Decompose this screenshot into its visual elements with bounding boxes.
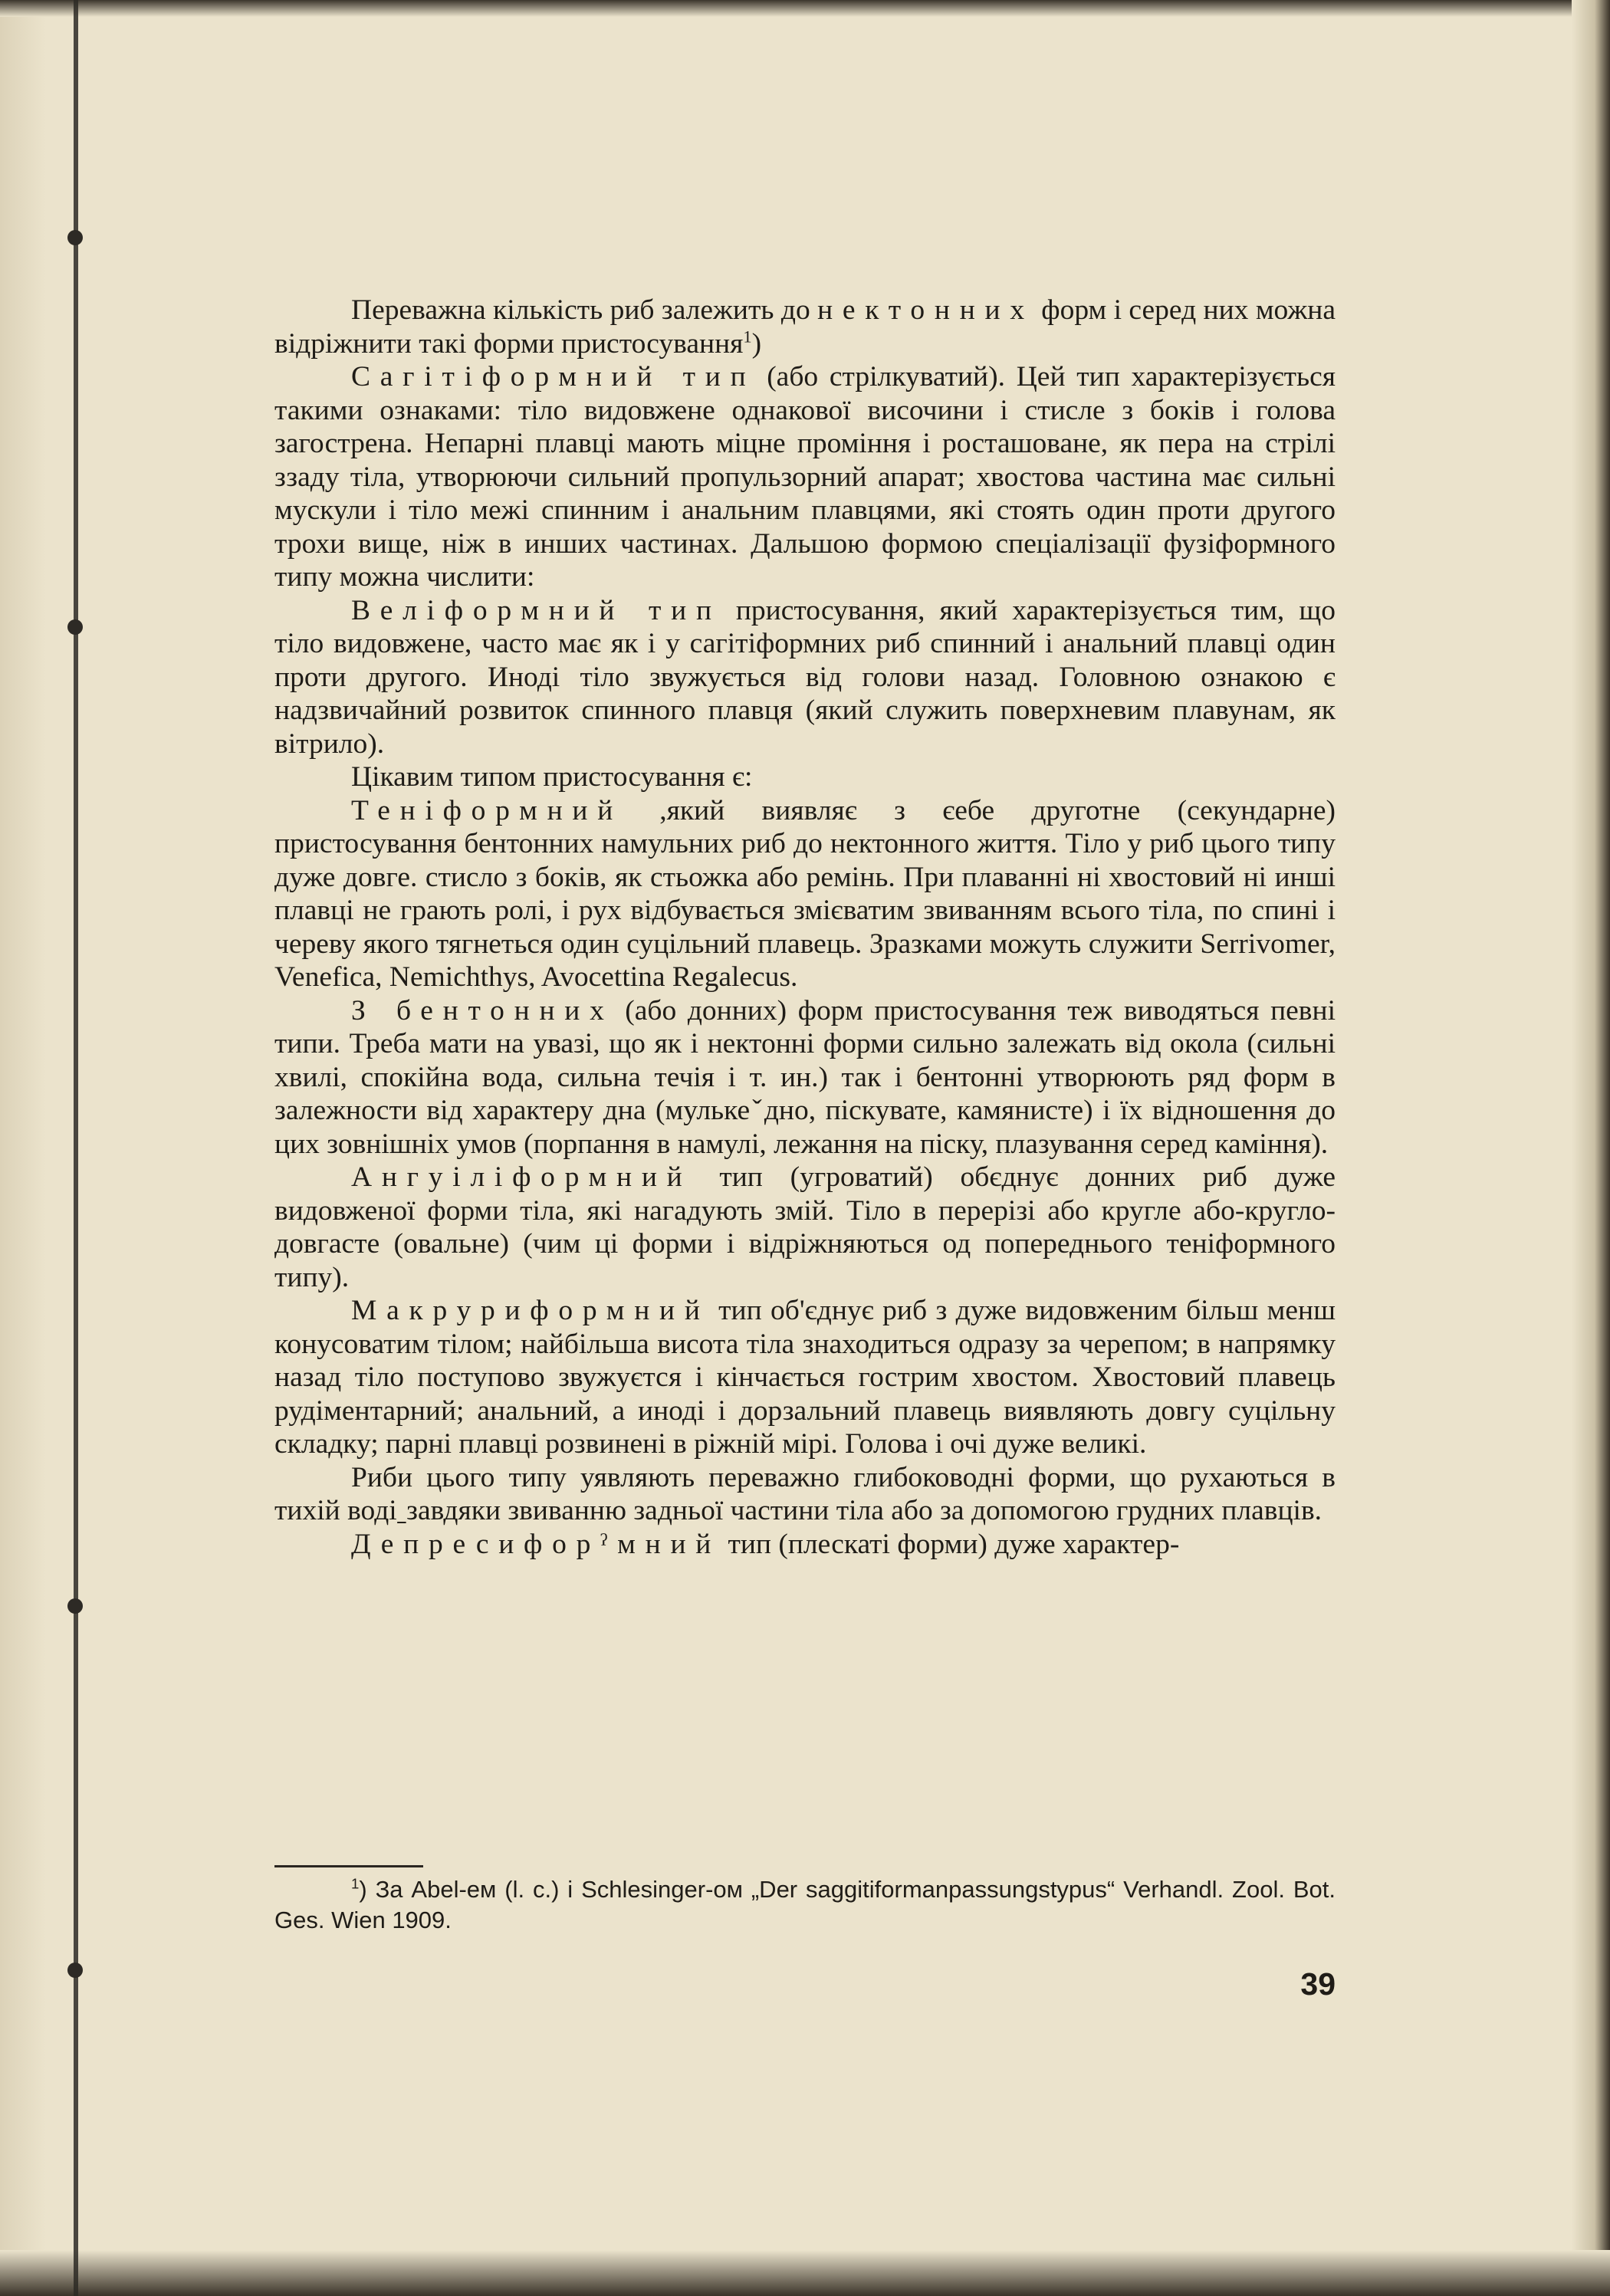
binding-mark — [67, 1598, 83, 1614]
spaced-term: Ангуіліформний — [351, 1161, 692, 1193]
text-span: ,який виявляє з єебе друготне (секундарне) пристосування бентонних намульних риб до нектонного життя. Тіло у риб цього типу дуже довге. стисло з боків, як стьожка або ремінь. При плаванні ні хвостовий ні инші плавці не грають ролі, і рух відбувається змієватим звиванням всього тіла, по спині і череву якого тягнеться один суцільний плавець. Зразками можуть служити Serrivomer, Venefica, Nemichthys, Avocettina Regalecus. — [274, 794, 1336, 993]
page-top-shadow — [0, 0, 1610, 17]
footnote-rule — [274, 1865, 423, 1867]
page-bottom-shadow — [0, 2250, 1610, 2296]
body-text — [274, 294, 1336, 1561]
text-span: форм і серед них можна відріжнити такі форми пристосування — [274, 294, 1336, 360]
page-right-shadow — [1572, 0, 1610, 2296]
paragraph — [274, 360, 1336, 594]
spaced-term: З — [351, 994, 396, 1026]
footnote — [274, 1874, 1336, 1936]
text-span: Цікавим типом пристосування є: — [351, 761, 753, 793]
paragraph — [274, 1461, 1336, 1528]
paragraph — [274, 294, 1336, 360]
paragraph — [274, 1294, 1336, 1461]
paragraph — [274, 760, 1336, 794]
text-span: (або стрілкуватий). Цей тип характерізується такими ознаками: тіло видовжене однакової височини і стисле з боків і голова загострена. Непарні плавці мають міцне проміння і росташоване, як пера на стрілі ззаду тіла, утворюючи сильний пропульзорний апарат; хвостова частина має сильні мускули і тіло межі спинним і анальним плавцями, які стоять один проти другого трохи вище, ніж в инших частинах. Дальшою формою спеціалізації фузіформного типу можна числити: — [274, 361, 1336, 593]
footnote-reference: 1 — [743, 327, 752, 346]
paragraph — [274, 594, 1336, 761]
page-number: 39 — [1300, 1966, 1336, 2002]
paragraph — [274, 1161, 1336, 1294]
footnote-text: ) За Abel-ем (l. c.) і Schlesinger-ом „Der saggitiformanpassungstypus“ Verhandl. Zool. Bot. Ges. Wien 1909. — [274, 1876, 1336, 1933]
paragraph — [274, 794, 1336, 994]
page-left-shadow — [0, 0, 46, 2296]
text-span: тип (плескаті форми) дуже характер- — [721, 1528, 1180, 1560]
text-span: тип об'єднує риб з дуже видовженим більш менш конусоватим тілом; найбільша висота тіла знаходиться одразу за черепом; в напрямку назад тіло поступово звужуєтся і кінчається гострим хвостом. Хвостовий плавець рудіментарний; анальний, а иноді і дорзальний плавець виявляють довгу суцільну складку; парні плавці розвинені в ріжній мірі. Голова і очі дуже великі. — [274, 1295, 1336, 1460]
text-span: Переважна кількість риб залежить до — [351, 294, 818, 326]
text-span: пристосування, який характерізується тим, що тіло видовжене, часто має як і у сагітіформних риб спинний і анальний плавці один проти другого. Иноді тіло звужується від голови назад. Головною ознакою є надзвичайний розвиток спинного плавця (який служить поверхневим плавунам, як вітрило). — [274, 594, 1336, 760]
spaced-term: нектонних — [817, 294, 1034, 326]
binding-edge — [74, 0, 78, 2296]
spaced-term: Депресифорˀмний — [351, 1528, 721, 1560]
spaced-term: бентонних — [396, 994, 614, 1026]
footnote-marker: 1 — [351, 1875, 360, 1892]
spaced-term: Веліформний тип — [351, 594, 721, 626]
text-span: Риби цього типу уявляють переважно глибоководні форми, що рухаються в тихій водіˍзавдяки звиванню задньої частини тіла або за допомогою грудних плавців. — [274, 1461, 1336, 1526]
spaced-term: Макруриформний — [351, 1295, 710, 1326]
text-span: тип (угроватий) обєднує донних риб дуже видовженої форми тіла, які нагадують змій. Тіло в перерізі або кругле або-кругло-довгасте (овальне) (чим ці форми і відріжняються од попереднього теніформного типу). — [274, 1161, 1336, 1293]
spaced-term: Теніформний — [351, 794, 623, 826]
binding-mark — [67, 1963, 83, 1978]
binding-mark — [67, 619, 83, 635]
spaced-term: Сагітіформний тип — [351, 361, 756, 393]
paragraph — [274, 1528, 1336, 1562]
binding-mark — [67, 230, 83, 245]
paragraph — [274, 994, 1336, 1161]
text-span: (або донних) форм пристосування теж виводяться певні типи. Треба мати на увазі, що як і нектонні форми сильно залежать від окола (сильні хвилі, спокійна вода, сильна течія і т. ин.) так і бентонні утворюють ряд форм в залежности від характеру дна (мулькеˇдно, піскувате, камянисте) і їх відношення до цих зовнішніх умов (порпання в намулі, лежання на піску, плазування серед каміння). — [274, 994, 1336, 1160]
text-span: ) — [751, 327, 762, 360]
